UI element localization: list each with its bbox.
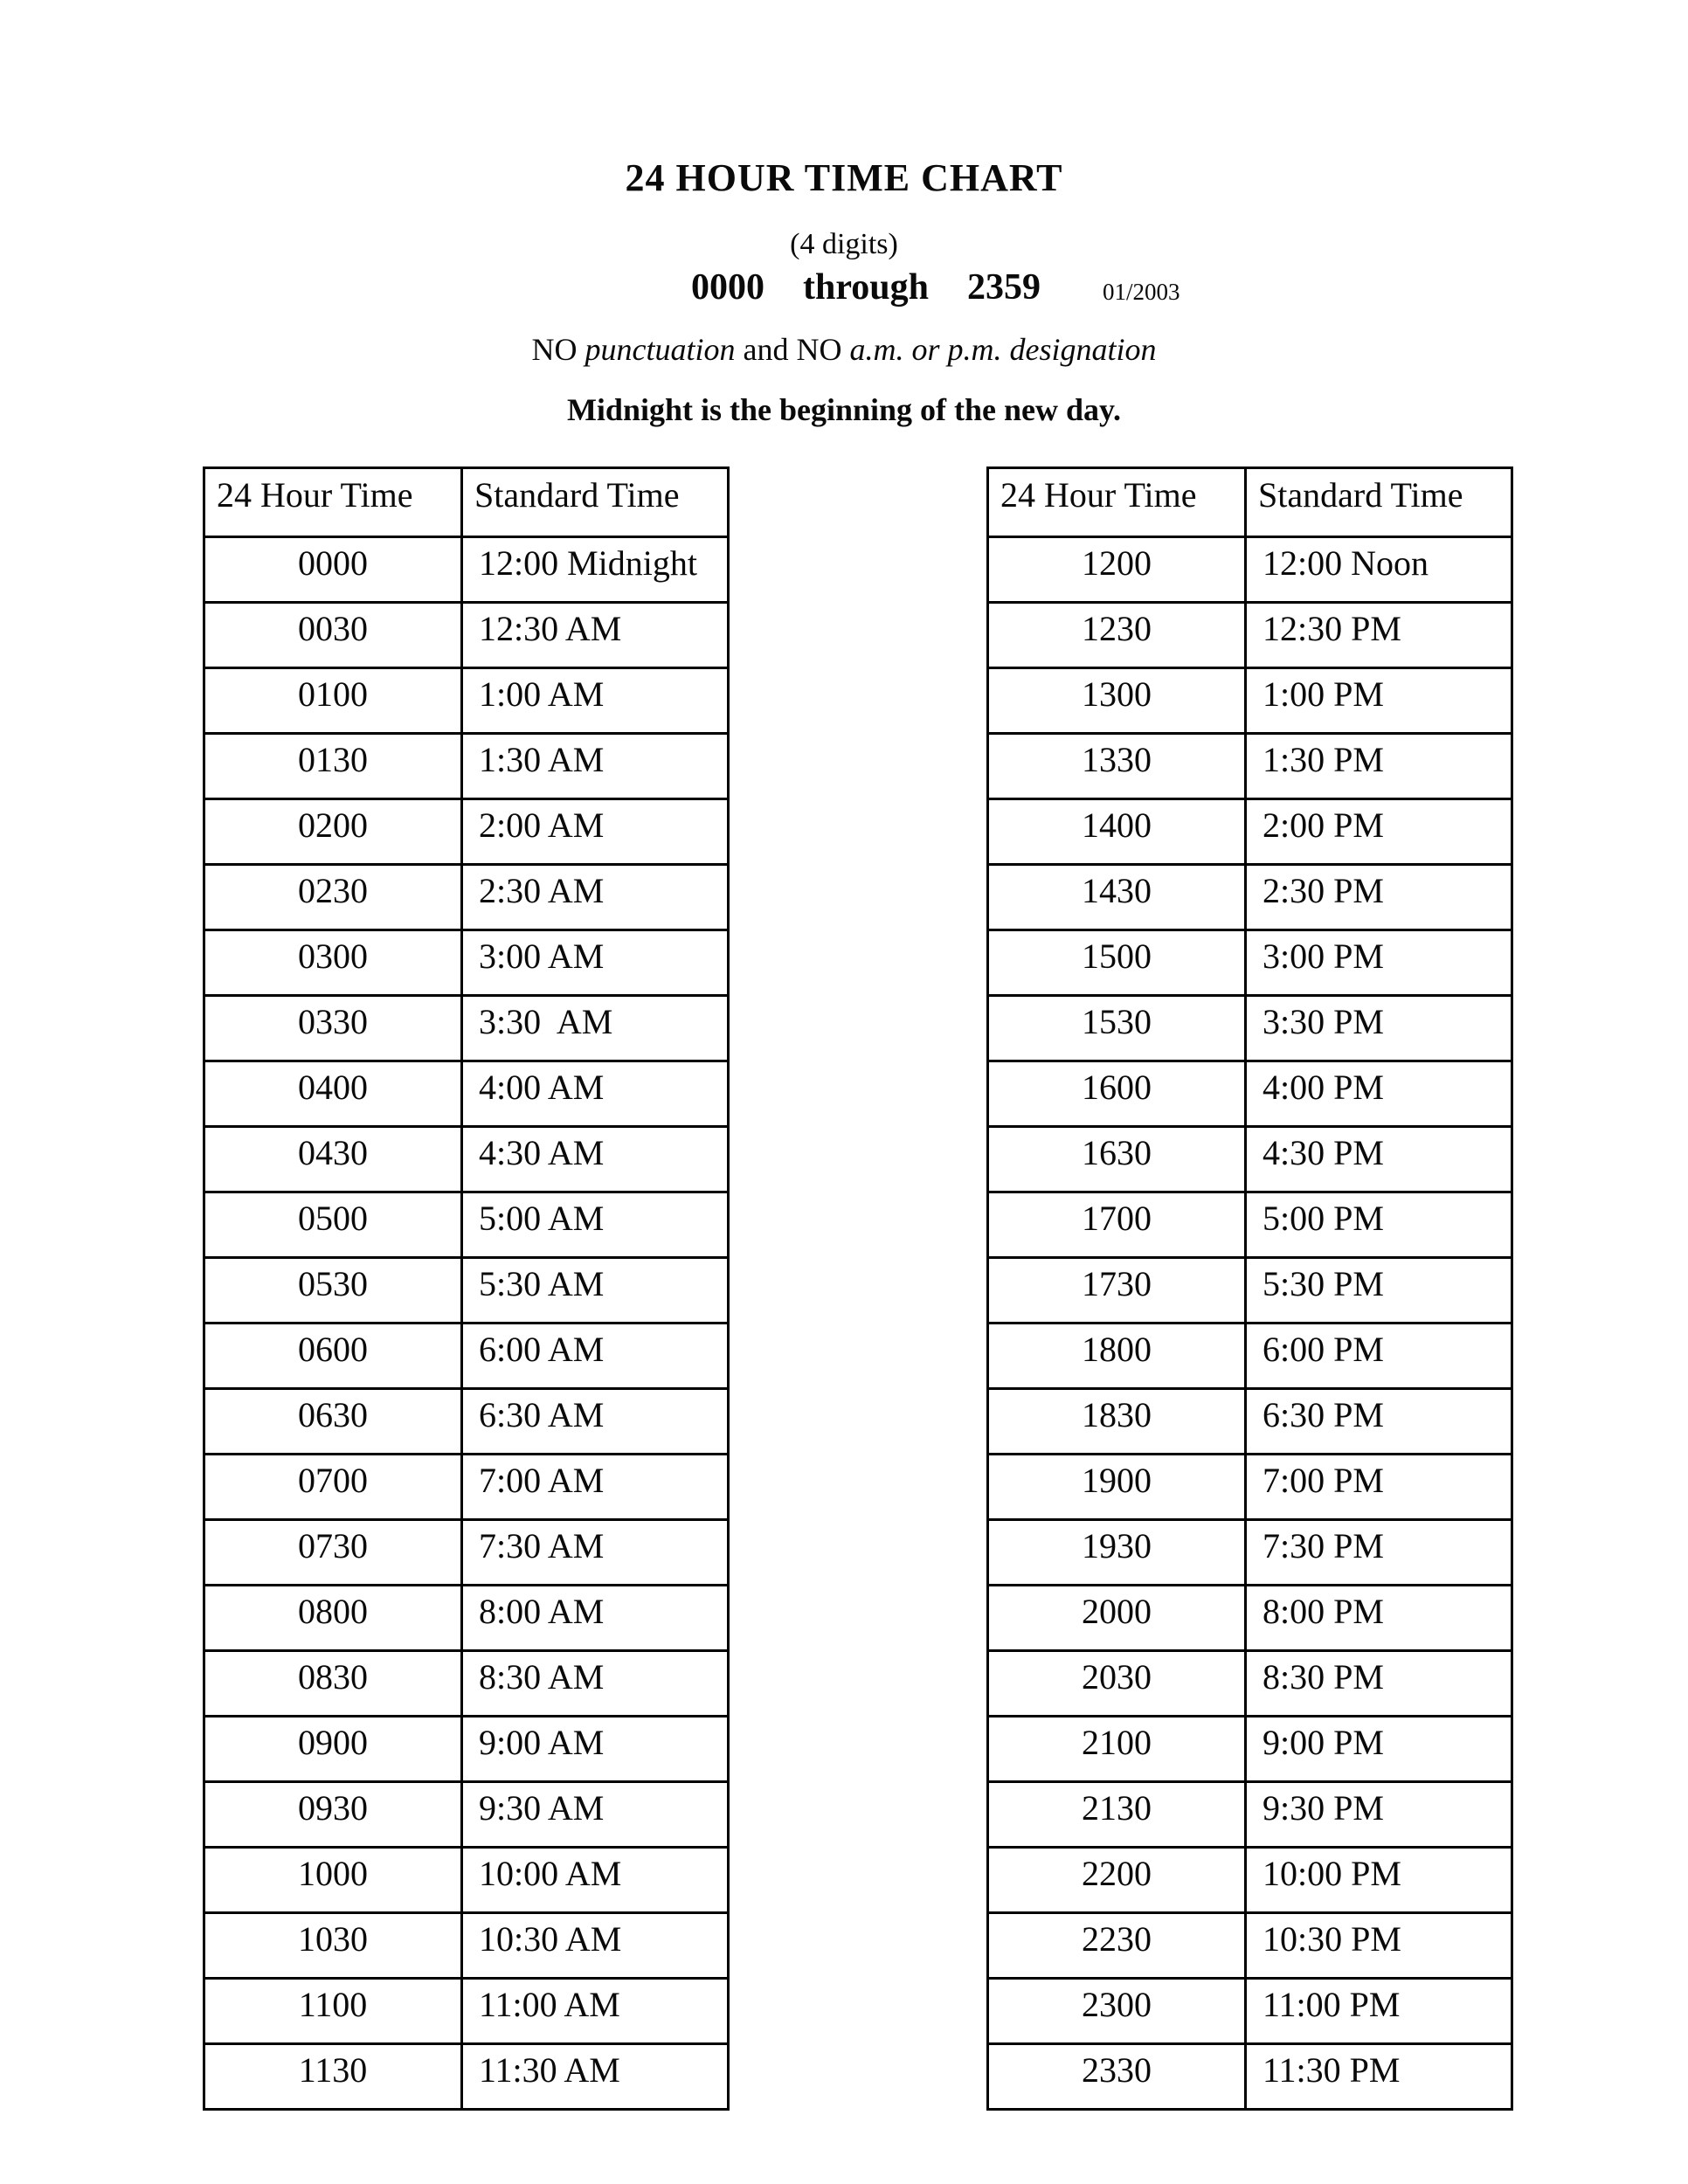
cell-24hour-time: 2230 bbox=[988, 1913, 1246, 1979]
table-row bbox=[988, 1782, 1512, 1848]
table-row bbox=[988, 2044, 1512, 2110]
cell-24hour-time: 2300 bbox=[988, 1979, 1246, 2044]
table-row bbox=[204, 996, 729, 1061]
cell-24hour-time: 0230 bbox=[204, 865, 462, 930]
cell-standard-time: 7:00 PM bbox=[1246, 1455, 1512, 1520]
cell-standard-time: 4:00 PM bbox=[1246, 1061, 1512, 1127]
cell-standard-time: 1:30 PM bbox=[1246, 734, 1512, 799]
cell-standard-time: 2:30 AM bbox=[462, 865, 729, 930]
cell-24hour-time: 0000 bbox=[204, 537, 462, 603]
cell-standard-time: 9:00 PM bbox=[1246, 1717, 1512, 1782]
cell-24hour-time: 0730 bbox=[204, 1520, 462, 1586]
cell-24hour-time: 1800 bbox=[988, 1324, 1246, 1389]
range-connector: through bbox=[803, 267, 929, 308]
cell-24hour-time: 0930 bbox=[204, 1782, 462, 1848]
table-row bbox=[204, 930, 729, 996]
cell-24hour-time: 1030 bbox=[204, 1913, 462, 1979]
table-row bbox=[988, 1651, 1512, 1717]
cell-24hour-time: 0400 bbox=[204, 1061, 462, 1127]
cell-standard-time: 11:30 PM bbox=[1246, 2044, 1512, 2110]
cell-standard-time: 10:00 PM bbox=[1246, 1848, 1512, 1913]
table-row bbox=[204, 603, 729, 668]
cell-standard-time: 4:30 AM bbox=[462, 1127, 729, 1192]
cell-standard-time: 2:00 AM bbox=[462, 799, 729, 865]
cell-standard-time: 4:00 AM bbox=[462, 1061, 729, 1127]
table-row bbox=[988, 1717, 1512, 1782]
cell-standard-time: 5:30 PM bbox=[1246, 1258, 1512, 1324]
table-row bbox=[204, 1913, 729, 1979]
cell-standard-time: 11:00 AM bbox=[462, 1979, 729, 2044]
table-row bbox=[988, 1455, 1512, 1520]
cell-standard-time: 6:00 PM bbox=[1246, 1324, 1512, 1389]
cell-24hour-time: 2200 bbox=[988, 1848, 1246, 1913]
digits-note: (4 digits) bbox=[790, 228, 898, 260]
cell-standard-time: 8:00 PM bbox=[1246, 1586, 1512, 1651]
table-row bbox=[204, 734, 729, 799]
table-row bbox=[204, 1324, 729, 1389]
cell-24hour-time: 0500 bbox=[204, 1192, 462, 1258]
page-title: 24 HOUR TIME CHART bbox=[625, 156, 1063, 199]
cell-24hour-time: 1100 bbox=[204, 1979, 462, 2044]
table-row bbox=[988, 996, 1512, 1061]
cell-24hour-time: 0100 bbox=[204, 668, 462, 734]
table-row bbox=[988, 1520, 1512, 1586]
table-row bbox=[988, 1389, 1512, 1455]
cell-24hour-time: 0130 bbox=[204, 734, 462, 799]
cell-24hour-time: 1700 bbox=[988, 1192, 1246, 1258]
table-row bbox=[988, 930, 1512, 996]
header-row bbox=[988, 468, 1512, 537]
cell-standard-time: 1:30 AM bbox=[462, 734, 729, 799]
cell-standard-time: 8:30 PM bbox=[1246, 1651, 1512, 1717]
cell-standard-time: 12:30 AM bbox=[462, 603, 729, 668]
table-row bbox=[204, 1127, 729, 1192]
table-row bbox=[204, 1717, 729, 1782]
table-row bbox=[204, 865, 729, 930]
cell-24hour-time: 1930 bbox=[988, 1520, 1246, 1586]
header-row bbox=[204, 468, 729, 537]
rule-text-no1: NO bbox=[531, 332, 585, 367]
cell-24hour-time: 1500 bbox=[988, 930, 1246, 996]
cell-24hour-time: 1600 bbox=[988, 1061, 1246, 1127]
cell-standard-time: 6:30 AM bbox=[462, 1389, 729, 1455]
cell-24hour-time: 0630 bbox=[204, 1389, 462, 1455]
cell-standard-time: 12:00 Midnight bbox=[462, 537, 729, 603]
cell-24hour-time: 1300 bbox=[988, 668, 1246, 734]
cell-standard-time: 1:00 PM bbox=[1246, 668, 1512, 734]
cell-24hour-time: 0600 bbox=[204, 1324, 462, 1389]
cell-standard-time: 5:00 PM bbox=[1246, 1192, 1512, 1258]
cell-standard-time: 12:30 PM bbox=[1246, 603, 1512, 668]
cell-24hour-time: 2030 bbox=[988, 1651, 1246, 1717]
rule-text-and: and NO bbox=[735, 332, 850, 367]
punctuation-rule bbox=[0, 331, 1688, 368]
table-row bbox=[204, 2044, 729, 2110]
column-header-24hour: 24 Hour Time bbox=[988, 468, 1246, 537]
cell-standard-time: 1:00 AM bbox=[462, 668, 729, 734]
table-row bbox=[988, 603, 1512, 668]
cell-standard-time: 3:30 PM bbox=[1246, 996, 1512, 1061]
cell-24hour-time: 1330 bbox=[988, 734, 1246, 799]
table-row bbox=[204, 1979, 729, 2044]
cell-standard-time: 2:30 PM bbox=[1246, 865, 1512, 930]
cell-24hour-time: 0330 bbox=[204, 996, 462, 1061]
cell-standard-time: 3:30 AM bbox=[462, 996, 729, 1061]
cell-standard-time: 8:00 AM bbox=[462, 1586, 729, 1651]
time-table-am bbox=[203, 467, 730, 2111]
cell-standard-time: 9:30 PM bbox=[1246, 1782, 1512, 1848]
cell-standard-time: 6:00 AM bbox=[462, 1324, 729, 1389]
range-line bbox=[22, 266, 1688, 308]
cell-24hour-time: 2100 bbox=[988, 1717, 1246, 1782]
midnight-note: Midnight is the beginning of the new day. bbox=[566, 392, 1122, 427]
cell-standard-time: 4:30 PM bbox=[1246, 1127, 1512, 1192]
table-row bbox=[988, 1848, 1512, 1913]
cell-24hour-time: 1730 bbox=[988, 1258, 1246, 1324]
cell-24hour-time: 1400 bbox=[988, 799, 1246, 865]
table-row bbox=[204, 1782, 729, 1848]
table-row bbox=[204, 1389, 729, 1455]
cell-24hour-time: 1130 bbox=[204, 2044, 462, 2110]
cell-standard-time: 9:30 AM bbox=[462, 1782, 729, 1848]
cell-24hour-time: 2000 bbox=[988, 1586, 1246, 1651]
table-row bbox=[988, 1979, 1512, 2044]
cell-24hour-time: 0300 bbox=[204, 930, 462, 996]
cell-standard-time: 9:00 AM bbox=[462, 1717, 729, 1782]
table-row bbox=[204, 1586, 729, 1651]
cell-24hour-time: 1530 bbox=[988, 996, 1246, 1061]
cell-standard-time: 7:30 PM bbox=[1246, 1520, 1512, 1586]
table-row bbox=[988, 1913, 1512, 1979]
cell-24hour-time: 0900 bbox=[204, 1717, 462, 1782]
table-row bbox=[988, 734, 1512, 799]
cell-standard-time: 10:30 PM bbox=[1246, 1913, 1512, 1979]
table-row bbox=[204, 1258, 729, 1324]
table-row bbox=[988, 799, 1512, 865]
cell-24hour-time: 1430 bbox=[988, 865, 1246, 930]
cell-standard-time: 12:00 Noon bbox=[1246, 537, 1512, 603]
table-row bbox=[988, 1258, 1512, 1324]
range-start: 0000 bbox=[691, 267, 765, 308]
column-header-standard: Standard Time bbox=[1246, 468, 1512, 537]
table-row bbox=[204, 1061, 729, 1127]
cell-24hour-time: 0430 bbox=[204, 1127, 462, 1192]
cell-24hour-time: 0830 bbox=[204, 1651, 462, 1717]
table-row bbox=[204, 1455, 729, 1520]
table-row bbox=[988, 1192, 1512, 1258]
rule-text-punctuation: punctuation bbox=[585, 332, 736, 367]
cell-standard-time: 2:00 PM bbox=[1246, 799, 1512, 865]
cell-24hour-time: 0200 bbox=[204, 799, 462, 865]
cell-standard-time: 8:30 AM bbox=[462, 1651, 729, 1717]
cell-standard-time: 5:00 AM bbox=[462, 1192, 729, 1258]
table-row bbox=[204, 668, 729, 734]
table-row bbox=[988, 668, 1512, 734]
cell-24hour-time: 2130 bbox=[988, 1782, 1246, 1848]
cell-standard-time: 10:30 AM bbox=[462, 1913, 729, 1979]
table-row bbox=[204, 1848, 729, 1913]
cell-standard-time: 5:30 AM bbox=[462, 1258, 729, 1324]
table-row bbox=[204, 1520, 729, 1586]
cell-24hour-time: 2330 bbox=[988, 2044, 1246, 2110]
column-header-standard: Standard Time bbox=[462, 468, 729, 537]
cell-standard-time: 11:00 PM bbox=[1246, 1979, 1512, 2044]
cell-24hour-time: 1900 bbox=[988, 1455, 1246, 1520]
cell-24hour-time: 0800 bbox=[204, 1586, 462, 1651]
cell-24hour-time: 1200 bbox=[988, 537, 1246, 603]
table-row bbox=[204, 1192, 729, 1258]
table-row bbox=[988, 865, 1512, 930]
table-row bbox=[988, 1586, 1512, 1651]
cell-24hour-time: 0700 bbox=[204, 1455, 462, 1520]
table-row bbox=[204, 799, 729, 865]
cell-24hour-time: 0030 bbox=[204, 603, 462, 668]
cell-standard-time: 10:00 AM bbox=[462, 1848, 729, 1913]
table-row bbox=[988, 537, 1512, 603]
cell-standard-time: 11:30 AM bbox=[462, 2044, 729, 2110]
cell-standard-time: 6:30 PM bbox=[1246, 1389, 1512, 1455]
cell-standard-time: 7:00 AM bbox=[462, 1455, 729, 1520]
table-row bbox=[204, 1651, 729, 1717]
cell-24hour-time: 1830 bbox=[988, 1389, 1246, 1455]
cell-standard-time: 3:00 AM bbox=[462, 930, 729, 996]
table-row bbox=[988, 1061, 1512, 1127]
cell-24hour-time: 0530 bbox=[204, 1258, 462, 1324]
time-table-pm bbox=[986, 467, 1513, 2111]
cell-24hour-time: 1000 bbox=[204, 1848, 462, 1913]
rule-text-ampm: a.m. or p.m. designation bbox=[849, 332, 1157, 367]
cell-24hour-time: 1630 bbox=[988, 1127, 1246, 1192]
table-row bbox=[988, 1324, 1512, 1389]
range-end: 2359 bbox=[966, 267, 1041, 308]
table-row bbox=[204, 537, 729, 603]
revision-date: 01/2003 bbox=[1103, 279, 1180, 305]
column-header-24hour: 24 Hour Time bbox=[204, 468, 462, 537]
cell-standard-time: 3:00 PM bbox=[1246, 930, 1512, 996]
cell-standard-time: 7:30 AM bbox=[462, 1520, 729, 1586]
cell-24hour-time: 1230 bbox=[988, 603, 1246, 668]
table-row bbox=[988, 1127, 1512, 1192]
